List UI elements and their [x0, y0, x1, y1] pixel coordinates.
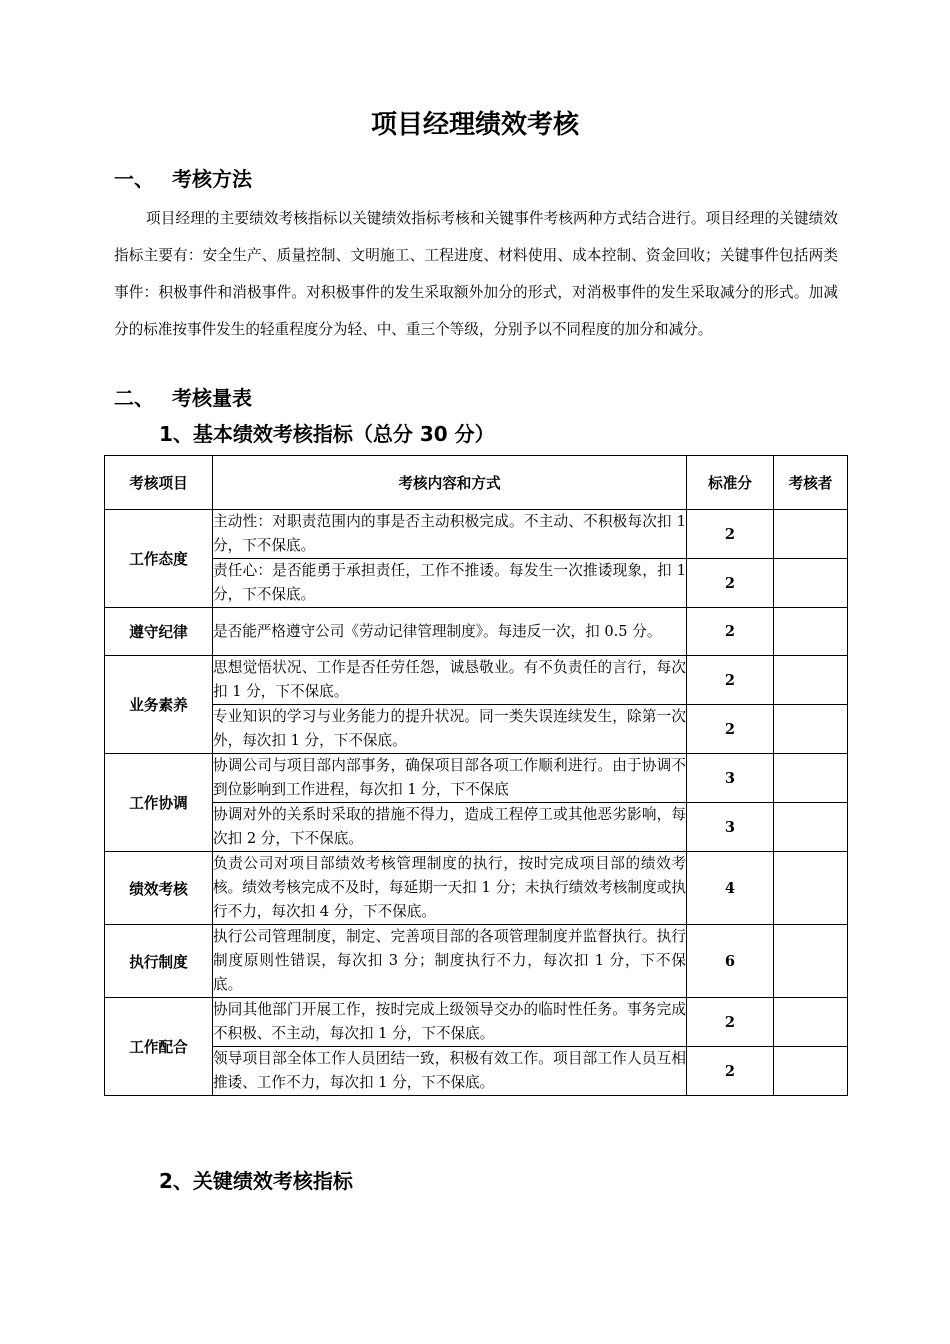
score-cell: 2: [687, 998, 774, 1047]
assessor-cell: [774, 656, 848, 705]
score-cell: 3: [687, 803, 774, 852]
table-row: [105, 925, 848, 998]
section-title: 考核方法: [172, 167, 252, 191]
table-row: [105, 656, 848, 705]
table-row: [105, 852, 848, 925]
category-cell: 遵守纪律: [105, 608, 213, 656]
criteria-cell: 思想觉悟状况、工作是否任劳任怨，诚恳敬业。有不负责任的言行，每次扣 1 分，下不保底。: [213, 656, 687, 705]
assessor-cell: [774, 510, 848, 559]
section-title: 考核量表: [172, 386, 252, 410]
criteria-cell: 专业知识的学习与业务能力的提升状况。同一类失误连续发生，除第一次外，每次扣 1 分，下不保底。: [213, 705, 687, 754]
score-cell: 2: [687, 510, 774, 559]
header-assessor: 考核者: [774, 456, 848, 510]
score-cell: 4: [687, 852, 774, 925]
section-heading-scale: [114, 382, 252, 411]
category-cell: 执行制度: [105, 925, 213, 998]
score-cell: 2: [687, 1047, 774, 1096]
assessment-table: [104, 455, 848, 1096]
assessor-cell: [774, 803, 848, 852]
header-item: 考核项目: [105, 456, 213, 510]
table-row: [105, 559, 848, 608]
criteria-cell: 责任心：是否能勇于承担责任，工作不推诿。每发生一次推诿现象，扣 1 分，下不保底。: [213, 559, 687, 608]
criteria-cell: 协调公司与项目部内部事务，确保项目部各项工作顺利进行。由于协调不到位影响到工作进程，每次扣 1 分，下不保底: [213, 754, 687, 803]
category-cell: 绩效考核: [105, 852, 213, 925]
score-cell: 3: [687, 754, 774, 803]
table-row: [105, 1047, 848, 1096]
subsection-heading-basic: 1、基本绩效考核指标（总分 30 分）: [159, 422, 495, 446]
assessor-cell: [774, 925, 848, 998]
score-cell: 2: [687, 559, 774, 608]
criteria-cell: 协调对外的关系时采取的措施不得力，造成工程停工或其他恶劣影响，每次扣 2 分，下不保底。: [213, 803, 687, 852]
table-header-row: [105, 456, 848, 510]
table-row: [105, 510, 848, 559]
category-cell: 工作态度: [105, 510, 213, 608]
subsection-heading-key: 2、关键绩效考核指标: [159, 1169, 353, 1193]
score-cell: 2: [687, 656, 774, 705]
score-cell: 2: [687, 705, 774, 754]
category-cell: 工作配合: [105, 998, 213, 1096]
header-score: 标准分: [687, 456, 774, 510]
assessor-cell: [774, 1047, 848, 1096]
criteria-cell: 执行公司管理制度，制定、完善项目部的各项管理制度并监督执行。执行制度原则性错误，每次扣 3 分；制度执行不力，每次扣 1 分，下不保底。: [213, 925, 687, 998]
criteria-cell: 领导项目部全体工作人员团结一致，积极有效工作。项目部工作人员互相推诿、工作不力，每次扣 1 分，下不保底。: [213, 1047, 687, 1096]
table-row: [105, 803, 848, 852]
category-cell: 业务素养: [105, 656, 213, 754]
section-number: 二、: [114, 386, 154, 410]
criteria-cell: 负责公司对项目部绩效考核管理制度的执行，按时完成项目部的绩效考核。绩效考核完成不及时，每延期一天扣 1 分；未执行绩效考核制度或执行不力，每次扣 4 分，下不保底。: [213, 852, 687, 925]
assessor-cell: [774, 998, 848, 1047]
header-content: 考核内容和方式: [213, 456, 687, 510]
document-title: 项目经理绩效考核: [370, 110, 579, 140]
assessor-cell: [774, 559, 848, 608]
assessor-cell: [774, 705, 848, 754]
method-paragraph: 项目经理的主要绩效考核指标以关键绩效指标考核和关键事件考核两种方式结合进行。项目经理的关键绩效指标主要有：安全生产、质量控制、文明施工、工程进度、材料使用、成本控制、资金回收；关键事件包括两类事件：积极事件和消极事件。对积极事件的发生采取额外加分的形式，对消极事件的发生采取减分的形式。加减分的标准按事件发生的轻重程度分为轻、中、重三个等级，分别予以不同程度的加分和减分。: [114, 210, 838, 338]
table-row: [105, 705, 848, 754]
score-cell: 6: [687, 925, 774, 998]
table-row: [105, 754, 848, 803]
criteria-cell: 协同其他部门开展工作，按时完成上级领导交办的临时性任务。事务完成不积极、不主动，每次扣 1 分，下不保底。: [213, 998, 687, 1047]
category-cell: 工作协调: [105, 754, 213, 852]
section-heading-method: [114, 163, 252, 192]
table-row: [105, 608, 848, 656]
assessor-cell: [774, 608, 848, 656]
score-cell: 2: [687, 608, 774, 656]
criteria-cell: 主动性：对职责范围内的事是否主动积极完成。不主动、不积极每次扣 1 分，下不保底。: [213, 510, 687, 559]
table-row: [105, 998, 848, 1047]
assessor-cell: [774, 852, 848, 925]
section-number: 一、: [114, 167, 154, 191]
criteria-cell: 是否能严格遵守公司《劳动记律管理制度》。每违反一次，扣 0.5 分。: [213, 608, 687, 656]
assessor-cell: [774, 754, 848, 803]
